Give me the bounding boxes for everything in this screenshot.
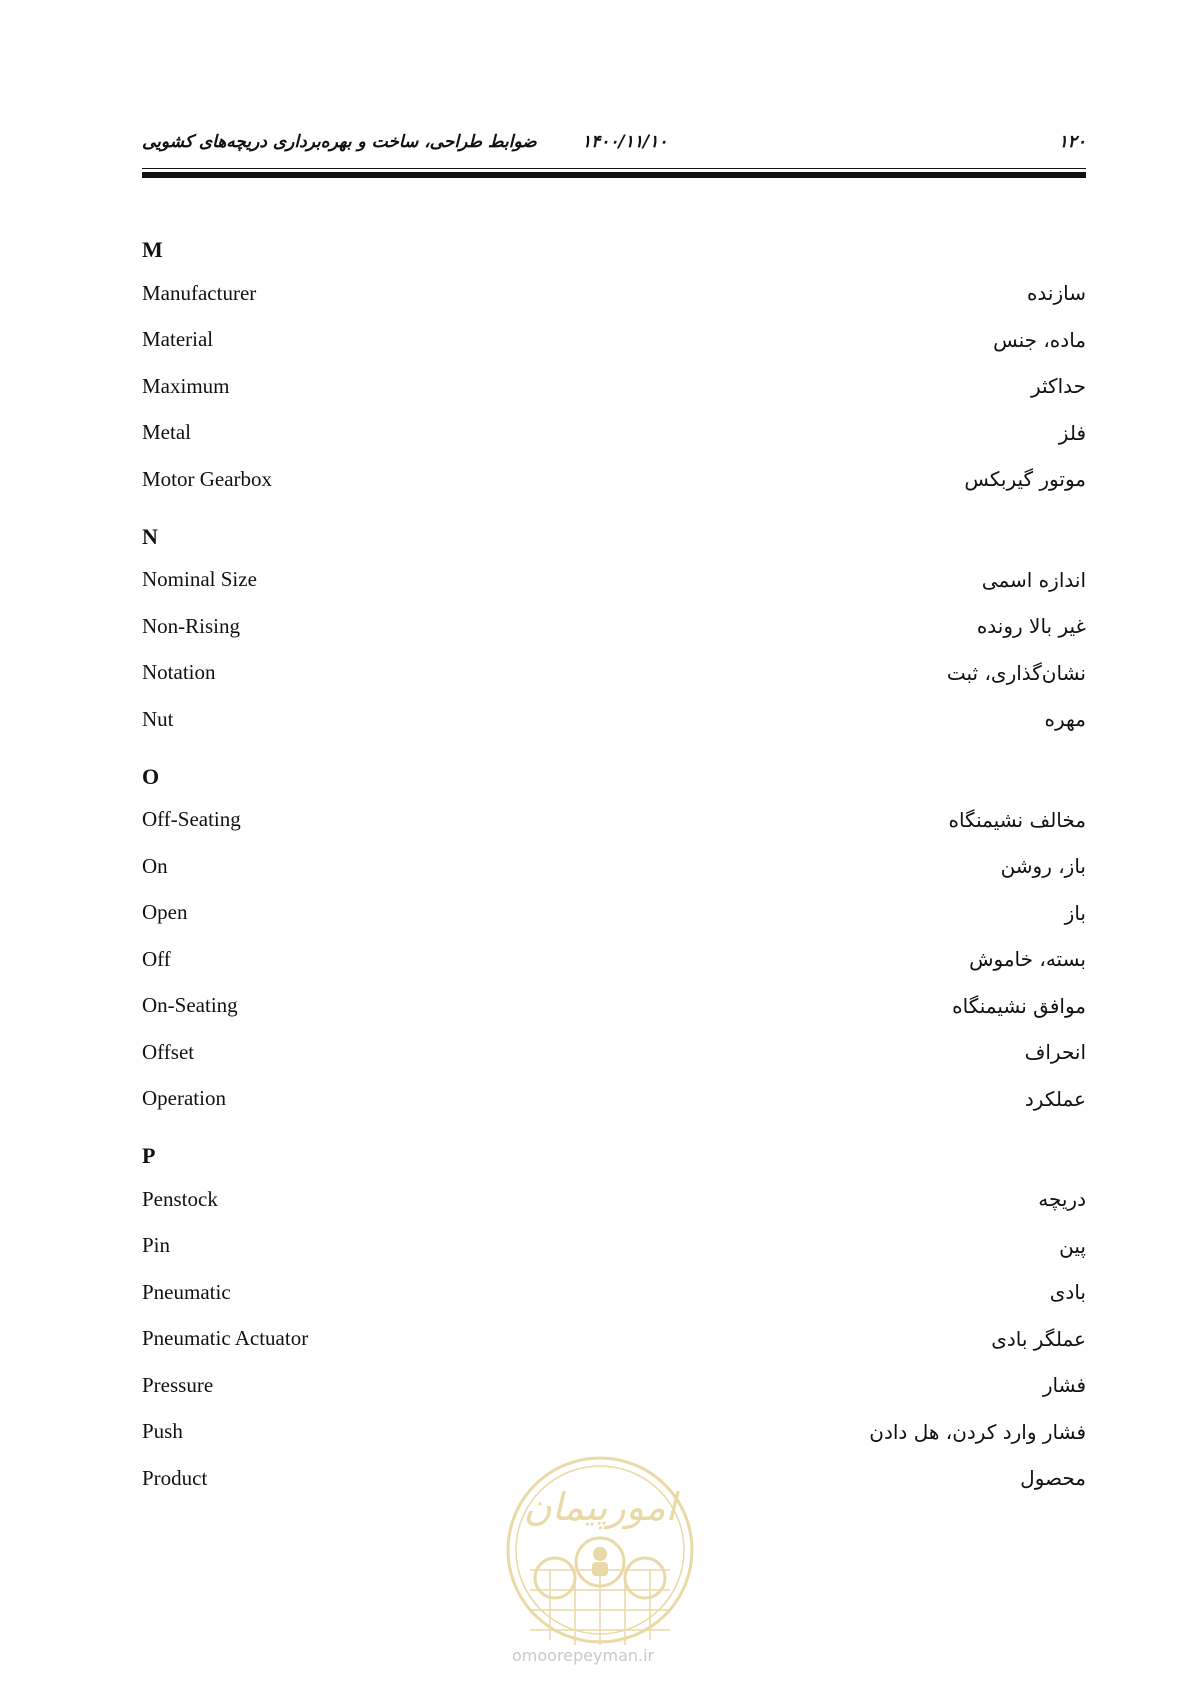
english-term: Maximum [142, 373, 230, 398]
english-term: Nominal Size [142, 567, 257, 592]
persian-term: غیر بالا رونده [976, 614, 1086, 639]
persian-term: ماده، جنس [993, 327, 1086, 352]
glossary-row [142, 1176, 1086, 1223]
persian-term: فلز [1058, 420, 1086, 445]
english-term: Open [142, 900, 188, 925]
glossary-row [142, 1029, 1086, 1076]
glossary-section [142, 757, 1086, 1123]
glossary-row [142, 456, 1086, 503]
glossary-row [142, 1076, 1086, 1123]
glossary-row [142, 936, 1086, 983]
persian-term: باز، روشن [1000, 854, 1086, 879]
english-term: Operation [142, 1086, 226, 1111]
english-term: Non-Rising [142, 613, 241, 638]
persian-term: محصول [1020, 1466, 1086, 1491]
glossary-row [142, 890, 1086, 937]
glossary [142, 230, 1086, 1516]
persian-term: انحراف [1024, 1040, 1086, 1065]
glossary-section [142, 1136, 1086, 1502]
glossary-row [142, 603, 1086, 650]
english-term: Off [142, 946, 171, 971]
english-term: Pneumatic [142, 1279, 231, 1304]
glossary-row [142, 696, 1086, 743]
persian-term: اندازه اسمی [981, 567, 1086, 592]
persian-term: مهره [1044, 707, 1086, 732]
english-term: Pressure [142, 1372, 214, 1397]
english-term: Notation [142, 660, 216, 685]
english-term: Product [142, 1465, 208, 1490]
english-term: Penstock [142, 1186, 218, 1211]
persian-term: دریچه [1038, 1187, 1086, 1212]
glossary-row [142, 363, 1086, 410]
watermark-logo-icon [500, 1450, 700, 1660]
persian-term: موتور گیربکس [964, 467, 1086, 492]
glossary-row [142, 270, 1086, 317]
glossary-row [142, 1362, 1086, 1409]
persian-term: پین [1059, 1233, 1086, 1258]
persian-term: سازنده [1026, 281, 1086, 306]
english-term: Off-Seating [142, 807, 241, 832]
glossary-row [142, 1223, 1086, 1270]
persian-term: عملکرد [1024, 1086, 1086, 1111]
glossary-row [142, 410, 1086, 457]
persian-term: فشار وارد کردن، هل دادن [869, 1419, 1086, 1444]
english-term: Metal [142, 420, 191, 445]
persian-term: بادی [1049, 1280, 1086, 1305]
english-term: On [142, 853, 168, 878]
english-term: Motor Gearbox [142, 466, 273, 491]
section-letter: M [142, 237, 163, 262]
english-term: On-Seating [142, 993, 238, 1018]
persian-term: حداکثر [1030, 374, 1086, 399]
english-term: Nut [142, 706, 174, 731]
glossary-section [142, 230, 1086, 503]
watermark-logo-text: امورپیمان [523, 1485, 677, 1529]
english-term: Offset [142, 1039, 195, 1064]
page-number: ۱۲۰ [1058, 132, 1086, 152]
persian-term: بسته، خاموش [969, 947, 1086, 972]
running-header [142, 130, 1086, 178]
glossary-row [142, 1409, 1086, 1456]
persian-term: نشان‌گذاری، ثبت [946, 660, 1086, 685]
glossary-section [142, 517, 1086, 743]
persian-term: عملگر بادی [991, 1326, 1086, 1351]
english-term: Pin [142, 1233, 171, 1258]
header-title: ضوابط طراحی، ساخت و بهره‌برداری دریچه‌های کشویی [142, 132, 537, 152]
glossary-row [142, 650, 1086, 697]
persian-term: موافق نشیمنگاه [952, 993, 1086, 1018]
english-term: Manufacturer [142, 280, 257, 305]
glossary-row [142, 317, 1086, 364]
section-letter: P [142, 1143, 156, 1168]
glossary-row [142, 797, 1086, 844]
section-letter: N [142, 523, 158, 549]
english-term: Material [142, 327, 214, 352]
glossary-row [142, 843, 1086, 890]
english-term: Pneumatic Actuator [142, 1326, 309, 1351]
persian-term: باز [1064, 900, 1086, 925]
header-date: ۱۴۰۰/۱۱/۱۰ [582, 132, 668, 152]
persian-term: مخالف نشیمنگاه [948, 807, 1086, 832]
watermark-url: omoorepeyman.ir [512, 1646, 655, 1665]
glossary-row [142, 557, 1086, 604]
glossary-row [142, 1316, 1086, 1363]
persian-term: فشار [1042, 1373, 1086, 1398]
glossary-row [142, 983, 1086, 1030]
glossary-row [142, 1269, 1086, 1316]
section-letter: O [142, 763, 160, 789]
english-term: Push [142, 1419, 183, 1444]
